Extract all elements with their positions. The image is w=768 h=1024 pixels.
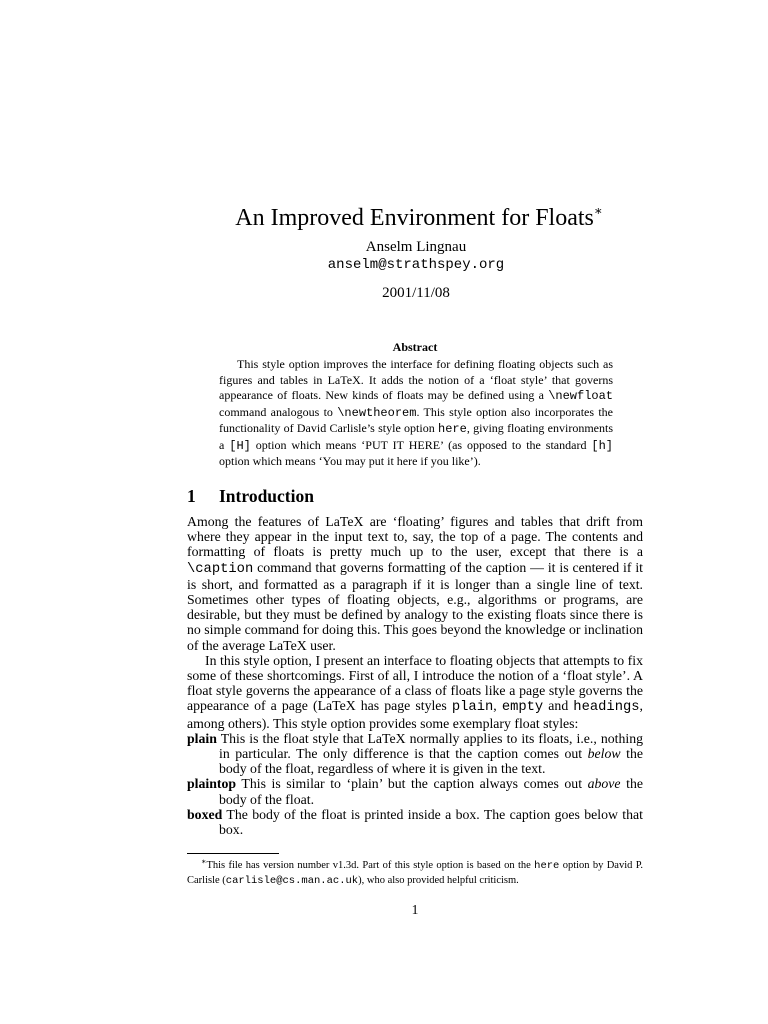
abstract-text: This style option improves the interface for defining floating objects such as figures and tables in — [219, 357, 613, 387]
code-empty: empty — [501, 700, 544, 716]
footnote — [187, 855, 643, 888]
paragraph — [187, 653, 643, 731]
author-email: anselm@strathspey.org — [327, 257, 505, 273]
page-number: 1 — [411, 902, 419, 917]
title-footnote-mark: ∗ — [593, 203, 603, 218]
code-plain: plain — [451, 700, 494, 716]
style-description: normally applies to its floats, i.e., nothing in particular. The only difference is that the caption comes out — [219, 730, 644, 762]
style-term: boxed — [187, 806, 223, 822]
abstract-text: , giving floating environments a — [219, 421, 613, 452]
style-item-boxed — [187, 807, 643, 837]
latex-logo: LaTeX — [327, 372, 361, 387]
style-description: the body of the float, regardless of where it is given in the text. — [219, 746, 643, 777]
section-heading — [187, 484, 314, 508]
paragraph-text: In this style option, I present an interface to floating objects that attempts to fix some of these shortcomings. First of all, I introduce the notion of a ‘float style’. A float style governs the appearance of a class of floats like a page style governs the appearance of a page ( — [187, 652, 643, 714]
section-body — [187, 514, 643, 837]
code-here: here — [534, 860, 560, 872]
style-term: plaintop — [187, 776, 237, 792]
latex-logo: LaTeX — [268, 637, 307, 653]
paragraph-text: are ‘floating’ figures and tables that drift from where they appear in the input text to, say, the top of a page. The contents and formatting of floats is pretty much up to the user, except that there is a — [187, 514, 643, 560]
footnote-mark: ∗ — [201, 857, 207, 866]
section-number: 1 — [187, 486, 196, 506]
style-description: The body of the float is printed inside a box. The caption goes below that box. — [219, 806, 643, 838]
paper-date: 2001/11/08 — [382, 285, 450, 301]
footnote-email: carlisle@cs.man.ac.uk — [225, 874, 359, 887]
abstract-text: command analogous to — [219, 404, 338, 419]
paragraph-text: user. — [306, 637, 336, 653]
code-H-option: [H] — [229, 438, 251, 453]
abstract-text: option which means ‘PUT IT HERE’ (as opposed to the standard — [250, 437, 592, 452]
style-item-plain — [187, 731, 643, 777]
style-description: the body of the float. — [219, 776, 643, 807]
paragraph-text: has page styles — [355, 698, 452, 714]
author-name: Anselm Lingnau — [365, 239, 467, 255]
abstract-body — [219, 357, 613, 470]
emphasis-text: above — [587, 776, 621, 792]
abstract-heading: Abstract — [392, 340, 438, 354]
code-newfloat: \newfloat — [548, 389, 613, 403]
paper-title — [0, 196, 768, 233]
style-term: plain — [187, 730, 217, 746]
code-here: here — [438, 422, 467, 436]
footnote-rule — [187, 853, 279, 854]
style-description: This is similar to ‘plain’ but the caption always comes out — [241, 776, 588, 792]
latex-logo: LaTeX — [325, 514, 364, 529]
paragraph-text: Among the features of — [187, 514, 326, 529]
paragraph-text: and — [543, 698, 574, 714]
section-title: Introduction — [219, 486, 314, 506]
footnote-text: ), who also provided helpful criticism. — [358, 874, 519, 886]
code-headings: headings — [573, 700, 640, 716]
style-description: This is the float style that — [220, 730, 368, 746]
latex-logo: LaTeX — [317, 698, 356, 714]
footnote-text: This file has version number v1.3d. Part of this style option is based on the — [206, 860, 535, 871]
latex-logo: LaTeX — [367, 730, 406, 746]
paragraph-text: , — [493, 698, 502, 714]
code-caption: \caption — [187, 561, 254, 577]
title-text: An Improved Environment for Floats — [235, 205, 594, 231]
footnote-text: option by David P. Carlisle ( — [187, 860, 644, 886]
paragraph-text: , among others). This style option provides some exemplary float styles: — [187, 698, 643, 731]
abstract-text: . This style option also incorporates the functionality of David Carlisle’s style option — [219, 404, 613, 435]
emphasis-text: below — [587, 746, 621, 762]
code-newtheorem: \newtheorem — [337, 405, 417, 420]
abstract-text: . It adds the notion of a ‘float style’ that governs appearance of floats. New kinds of floats may be defined using a — [219, 372, 613, 402]
style-item-plaintop — [187, 776, 643, 806]
paragraph — [187, 514, 643, 653]
code-h-option: [h] — [591, 438, 613, 453]
paragraph-text: command that governs formatting of the caption — it is centered if it is short, and formatted as a paragraph if it is longer than a single line of text. Sometimes other types of floating objects, e.g., algorithms or programs, are desirable, but they must be defined by analogy to the existing floats since there is no simple command for doing this. This goes beyond the knowledge or inclination of the average — [187, 559, 643, 653]
abstract-text: option which means ‘You may put it here if you like’). — [219, 454, 481, 468]
